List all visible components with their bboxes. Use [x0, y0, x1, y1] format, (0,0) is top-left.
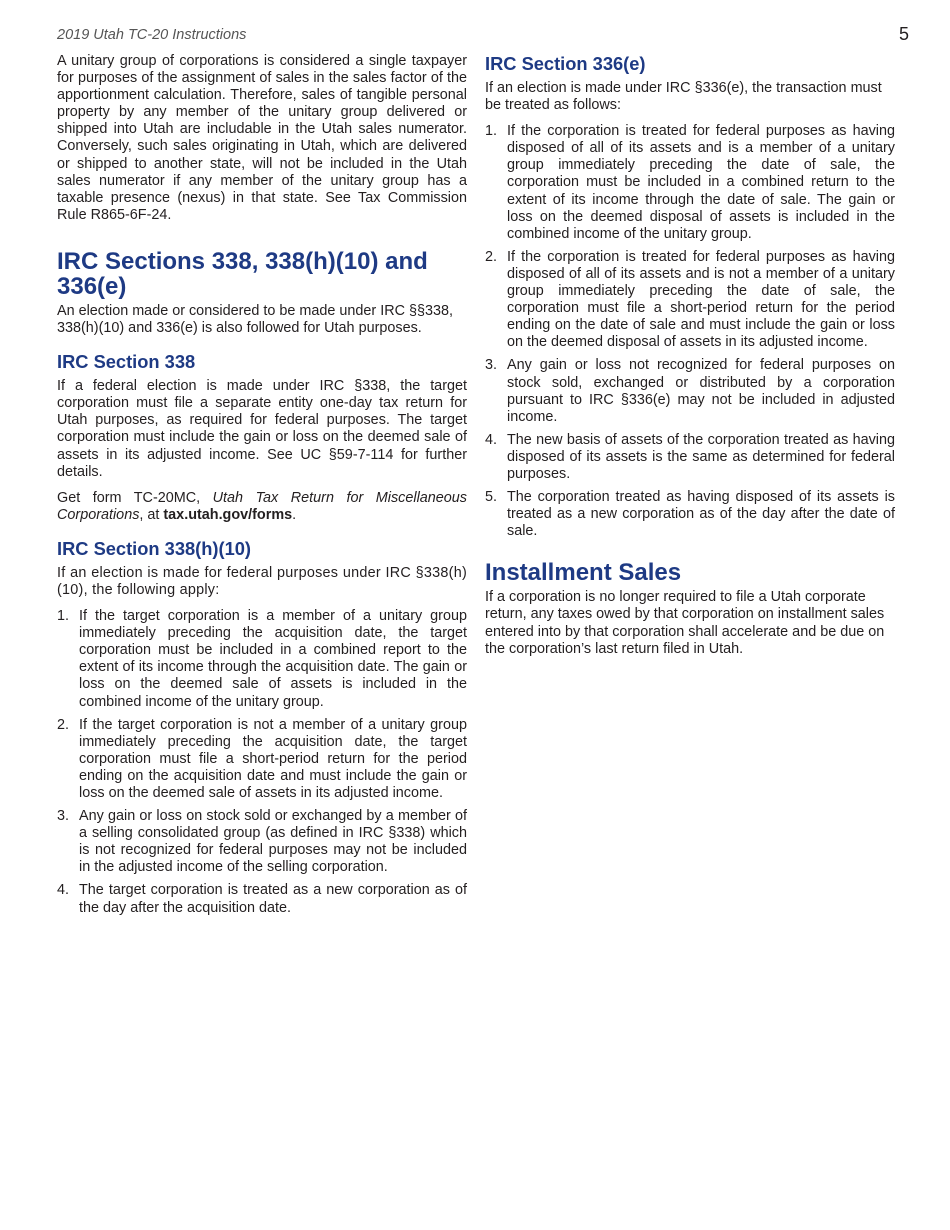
- list-number: 1.: [57, 608, 70, 625]
- subheading-irc-338: IRC Section 338: [57, 351, 196, 373]
- subheading-irc-338h10: IRC Section 338(h)(10): [57, 537, 252, 559]
- list-338h10: [57, 608, 467, 917]
- list-item: [485, 249, 895, 352]
- list-number: 2.: [485, 248, 498, 265]
- list-number: 5.: [485, 489, 498, 506]
- irc-338-paragraph: If a federal election is made under IRC §338, the target corporation must file a separate entity one-day tax return for Utah purposes, as required for federal purposes. The target corporation must include the gain or loss on the deemed sale of assets in its adjusted income. See UC §59-7-114 for further details.: [57, 378, 467, 480]
- election-paragraph: An election made or considered to be made under IRC §§338, 338(h)(10) and 336(e) is also followed for Utah purposes.: [57, 302, 453, 337]
- form-title: Utah Tax Return for Miscellaneous Corporations: [57, 489, 467, 523]
- list-text: If the corporation is treated for federal purposes as having disposed of all of its assets and is not a member of a unitary group immediately preceding the date of sale, the corporation must file a short-period return for the period ending on the date of sale and must include the gain or loss on the deemed disposal of assets in its adjusted income.: [507, 248, 895, 351]
- list-item: [57, 717, 467, 802]
- list-number: 2.: [57, 716, 70, 733]
- list-text: If the target corporation is a member of a unitary group immediately preceding the acquisition date, the target corporation must be included in a combined report to the extent of its income through the acquisition date. The gain or loss on the deemed sale of assets is included in the combined income of the unitary group.: [79, 608, 467, 710]
- section-heading-irc-338-336e: IRC Sections 338, 338(h)(10) and 336(e): [57, 247, 428, 300]
- right-column: [485, 53, 895, 667]
- list-number: 4.: [485, 431, 498, 448]
- list-item: [485, 123, 895, 243]
- get-form-prefix: Get form TC-20MC,: [57, 489, 213, 506]
- forms-link[interactable]: tax.utah.gov/forms: [163, 506, 293, 523]
- list-number: 3.: [57, 808, 70, 825]
- get-form-end: .: [292, 506, 297, 523]
- list-item: [485, 357, 895, 425]
- list-item: [485, 432, 895, 483]
- list-item: [57, 808, 467, 876]
- list-text: The corporation treated as having disposed of its assets is treated as a new corporation as of the day after the date of sale.: [507, 489, 895, 540]
- list-number: 3.: [485, 357, 498, 374]
- running-header: 2019 Utah TC-20 Instructions: [57, 27, 247, 43]
- list-336e: [485, 123, 895, 540]
- list-item: [57, 882, 467, 916]
- installment-sales-paragraph: If a corporation is no longer required to file a Utah corporate return, any taxes owed by that corporation on installment sales entered into by that corporation shall accelerate and be due on the corporation’s last return filed in Utah.: [485, 589, 885, 657]
- page-number: 5: [899, 24, 910, 44]
- list-text: The target corporation is treated as a new corporation as of the day after the acquisition date.: [79, 882, 467, 916]
- list-item: [485, 489, 895, 540]
- list-text: If the corporation is treated for federal purposes as having disposed of all of its assets and is a member of a unitary group immediately preceding the date of sale, the corporation must be included in a combined return to the extent of its income through the date of sale. The gain or loss on the deemed disposal of assets is included in the combined income of the unitary group.: [507, 123, 895, 242]
- list-text: The new basis of assets of the corporation treated as having disposed of its assets is the same as determined for federal purposes.: [507, 431, 895, 482]
- list-text: Any gain or loss on stock sold or exchanged by a member of a selling consolidated group (as defined in IRC §338) which is not recognized for federal purposes may not be included in the adjusted income of the selling corporation.: [79, 808, 467, 876]
- irc-336e-paragraph: If an election is made under IRC §336(e), the transaction must be treated as follows:: [485, 80, 882, 114]
- get-form-paragraph: [57, 490, 467, 524]
- unitary-group-paragraph: A unitary group of corporations is considered a single taxpayer for purposes of the assignment of sales in the sales factor of the apportionment calculation. Therefore, sales of tangible personal property by any member of the unitary group delivered or shipped into Utah are includable in the Utah sales numerator. Conversely, such sales originating in Utah, which are delivered or shipped to another state, will not be included in the Utah sales numerator if any member of the unitary group has a taxable presence (nexus) in that state. See Tax Commission Rule R865-6F-24.: [57, 53, 467, 223]
- list-text: If the target corporation is not a member of a unitary group immediately preceding the acquisition date, the target corporation must file a short-period return for the period ending on the acquisition date and must include the gain or loss on the deemed sale of assets in its adjusted income.: [79, 716, 467, 801]
- section-heading-installment-sales: Installment Sales: [485, 559, 682, 587]
- subheading-irc-336e: IRC Section 336(e): [485, 53, 646, 74]
- list-number: 1.: [485, 123, 498, 140]
- list-item: [57, 608, 467, 711]
- list-text: Any gain or loss not recognized for federal purposes on stock sold, exchanged or distributed by a corporation pursuant to IRC §336(e) may not be included in adjusted income.: [507, 357, 895, 425]
- irc-338h10-paragraph: If an election is made for federal purposes under IRC §338(h)(10), the following apply:: [57, 564, 467, 598]
- left-column: [57, 53, 467, 923]
- list-number: 4.: [57, 882, 70, 899]
- get-form-mid: , at: [139, 506, 164, 523]
